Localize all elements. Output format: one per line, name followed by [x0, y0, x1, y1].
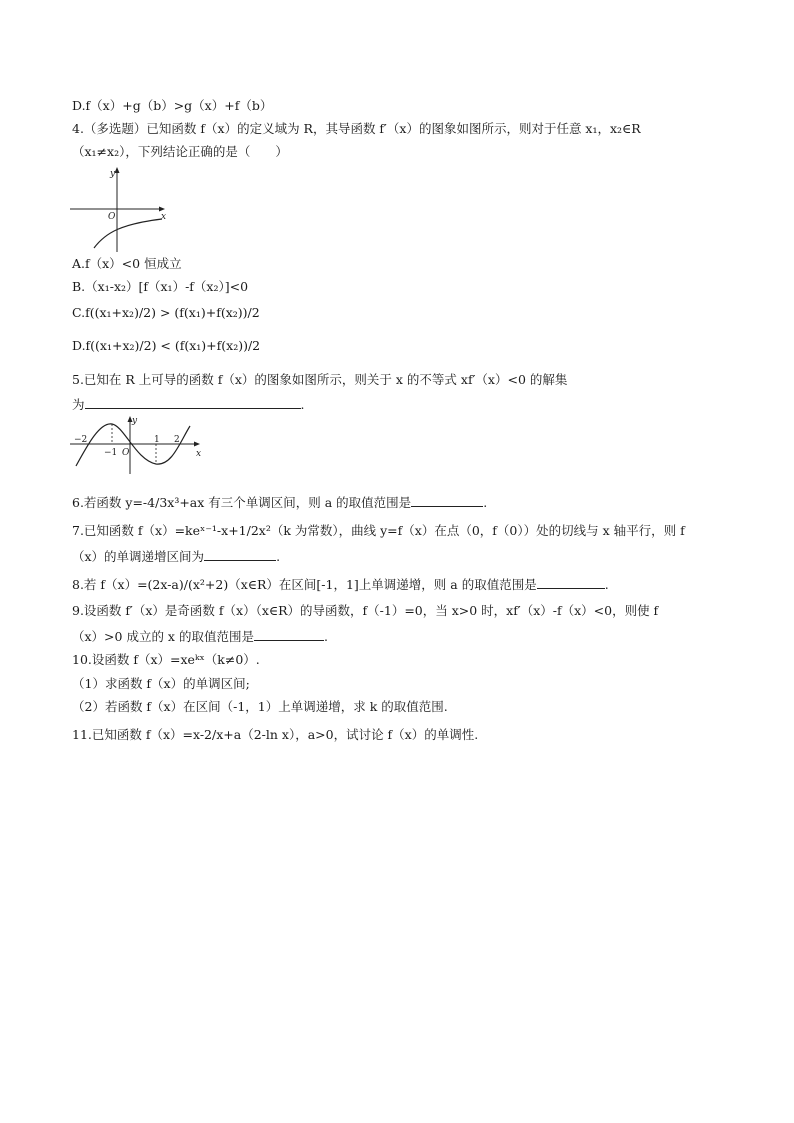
answer-blank-6[interactable]	[411, 494, 483, 507]
question-10-part-2: （2）若函数 f（x）在区间（-1，1）上单调递增，求 k 的取值范围.	[72, 699, 448, 714]
origin-label: O	[122, 448, 130, 458]
answer-blank-5[interactable]	[85, 396, 301, 409]
question-5-prefix: 为	[72, 397, 85, 412]
option-c-q4: C.f((x₁+x₂)/2) > (f(x₁)+f(x₂))/2	[72, 305, 260, 320]
x-axis-label: x	[161, 212, 167, 222]
question-7: 7.已知函数 f（x）=keˣ⁻¹-x+1/2x²（k 为常数），曲线 y=f（x）在点（0，f（0））处的切线与 x 轴平行，则 f	[72, 523, 685, 538]
x-axis-label: x	[196, 449, 202, 459]
tick-label: −1	[104, 448, 118, 458]
answer-blank-9[interactable]	[254, 628, 324, 641]
derivative-graph-figure	[70, 166, 180, 252]
option-d-q4: D.f((x₁+x₂)/2) < (f(x₁)+f(x₂))/2	[72, 338, 261, 353]
function-graph-figure	[70, 414, 210, 476]
question-9-cont: （x）>0 成立的 x 的取值范围是 .	[72, 629, 328, 644]
tick-label: 2	[174, 435, 180, 445]
answer-blank-8[interactable]	[537, 576, 605, 589]
y-axis-label: y	[110, 169, 116, 179]
question-8-text: 8.若 f（x）=(2x-a)/(x²+2)（x∈R）在区间[-1，1]上单调递增，则 a 的取值范围是	[72, 577, 537, 592]
origin-label: O	[108, 212, 116, 222]
question-8: 8.若 f（x）=(2x-a)/(x²+2)（x∈R）在区间[-1，1]上单调递增，则 a 的取值范围是 .	[72, 577, 609, 592]
question-4: 4.（多选题）已知函数 f（x）的定义域为 R，其导函数 f′（x）的图象如图所示，则对于任意 x₁，x₂∈R	[72, 121, 641, 136]
question-6: 6.若函数 y=-4/3x³+ax 有三个单调区间，则 a 的取值范围是 .	[72, 495, 488, 510]
answer-blank-7[interactable]	[204, 548, 276, 561]
question-5-cont: 为 .	[72, 397, 305, 412]
question-7-cont-text: （x）的单调递增区间为	[72, 549, 205, 564]
tick-label: −2	[74, 435, 88, 445]
question-11: 11.已知函数 f（x）=x-2/x+a（2-ln x），a>0，试讨论 f（x）的单调性.	[72, 727, 479, 742]
question-10: 10.设函数 f（x）=xeᵏˣ（k≠0）.	[72, 652, 260, 667]
tick-label: 1	[154, 435, 160, 445]
question-9-cont-text: （x）>0 成立的 x 的取值范围是	[72, 629, 254, 644]
option-b-q4: B.（x₁-x₂）[f（x₁）-f（x₂）]<0	[72, 279, 249, 294]
option-a-q4: A.f（x）<0 恒成立	[72, 256, 182, 271]
question-9: 9.设函数 f′（x）是奇函数 f（x）（x∈R）的导函数，f（-1）=0，当 x>0 时，xf′（x）-f（x）<0，则使 f	[72, 603, 659, 618]
question-5: 5.已知在 R 上可导的函数 f（x）的图象如图所示，则关于 x 的不等式 xf′（x）<0 的解集	[72, 372, 568, 387]
option-d-q3: D.f（x）+g（b）>g（x）+f（b）	[72, 98, 273, 113]
question-7-cont: （x）的单调递增区间为 .	[72, 549, 281, 564]
question-6-text: 6.若函数 y=-4/3x³+ax 有三个单调区间，则 a 的取值范围是	[72, 495, 412, 510]
question-10-part-1: （1）求函数 f（x）的单调区间;	[72, 676, 250, 691]
y-axis-label: y	[132, 416, 138, 426]
question-4-cont: （x₁≠x₂），下列结论正确的是（ ）	[72, 144, 288, 159]
